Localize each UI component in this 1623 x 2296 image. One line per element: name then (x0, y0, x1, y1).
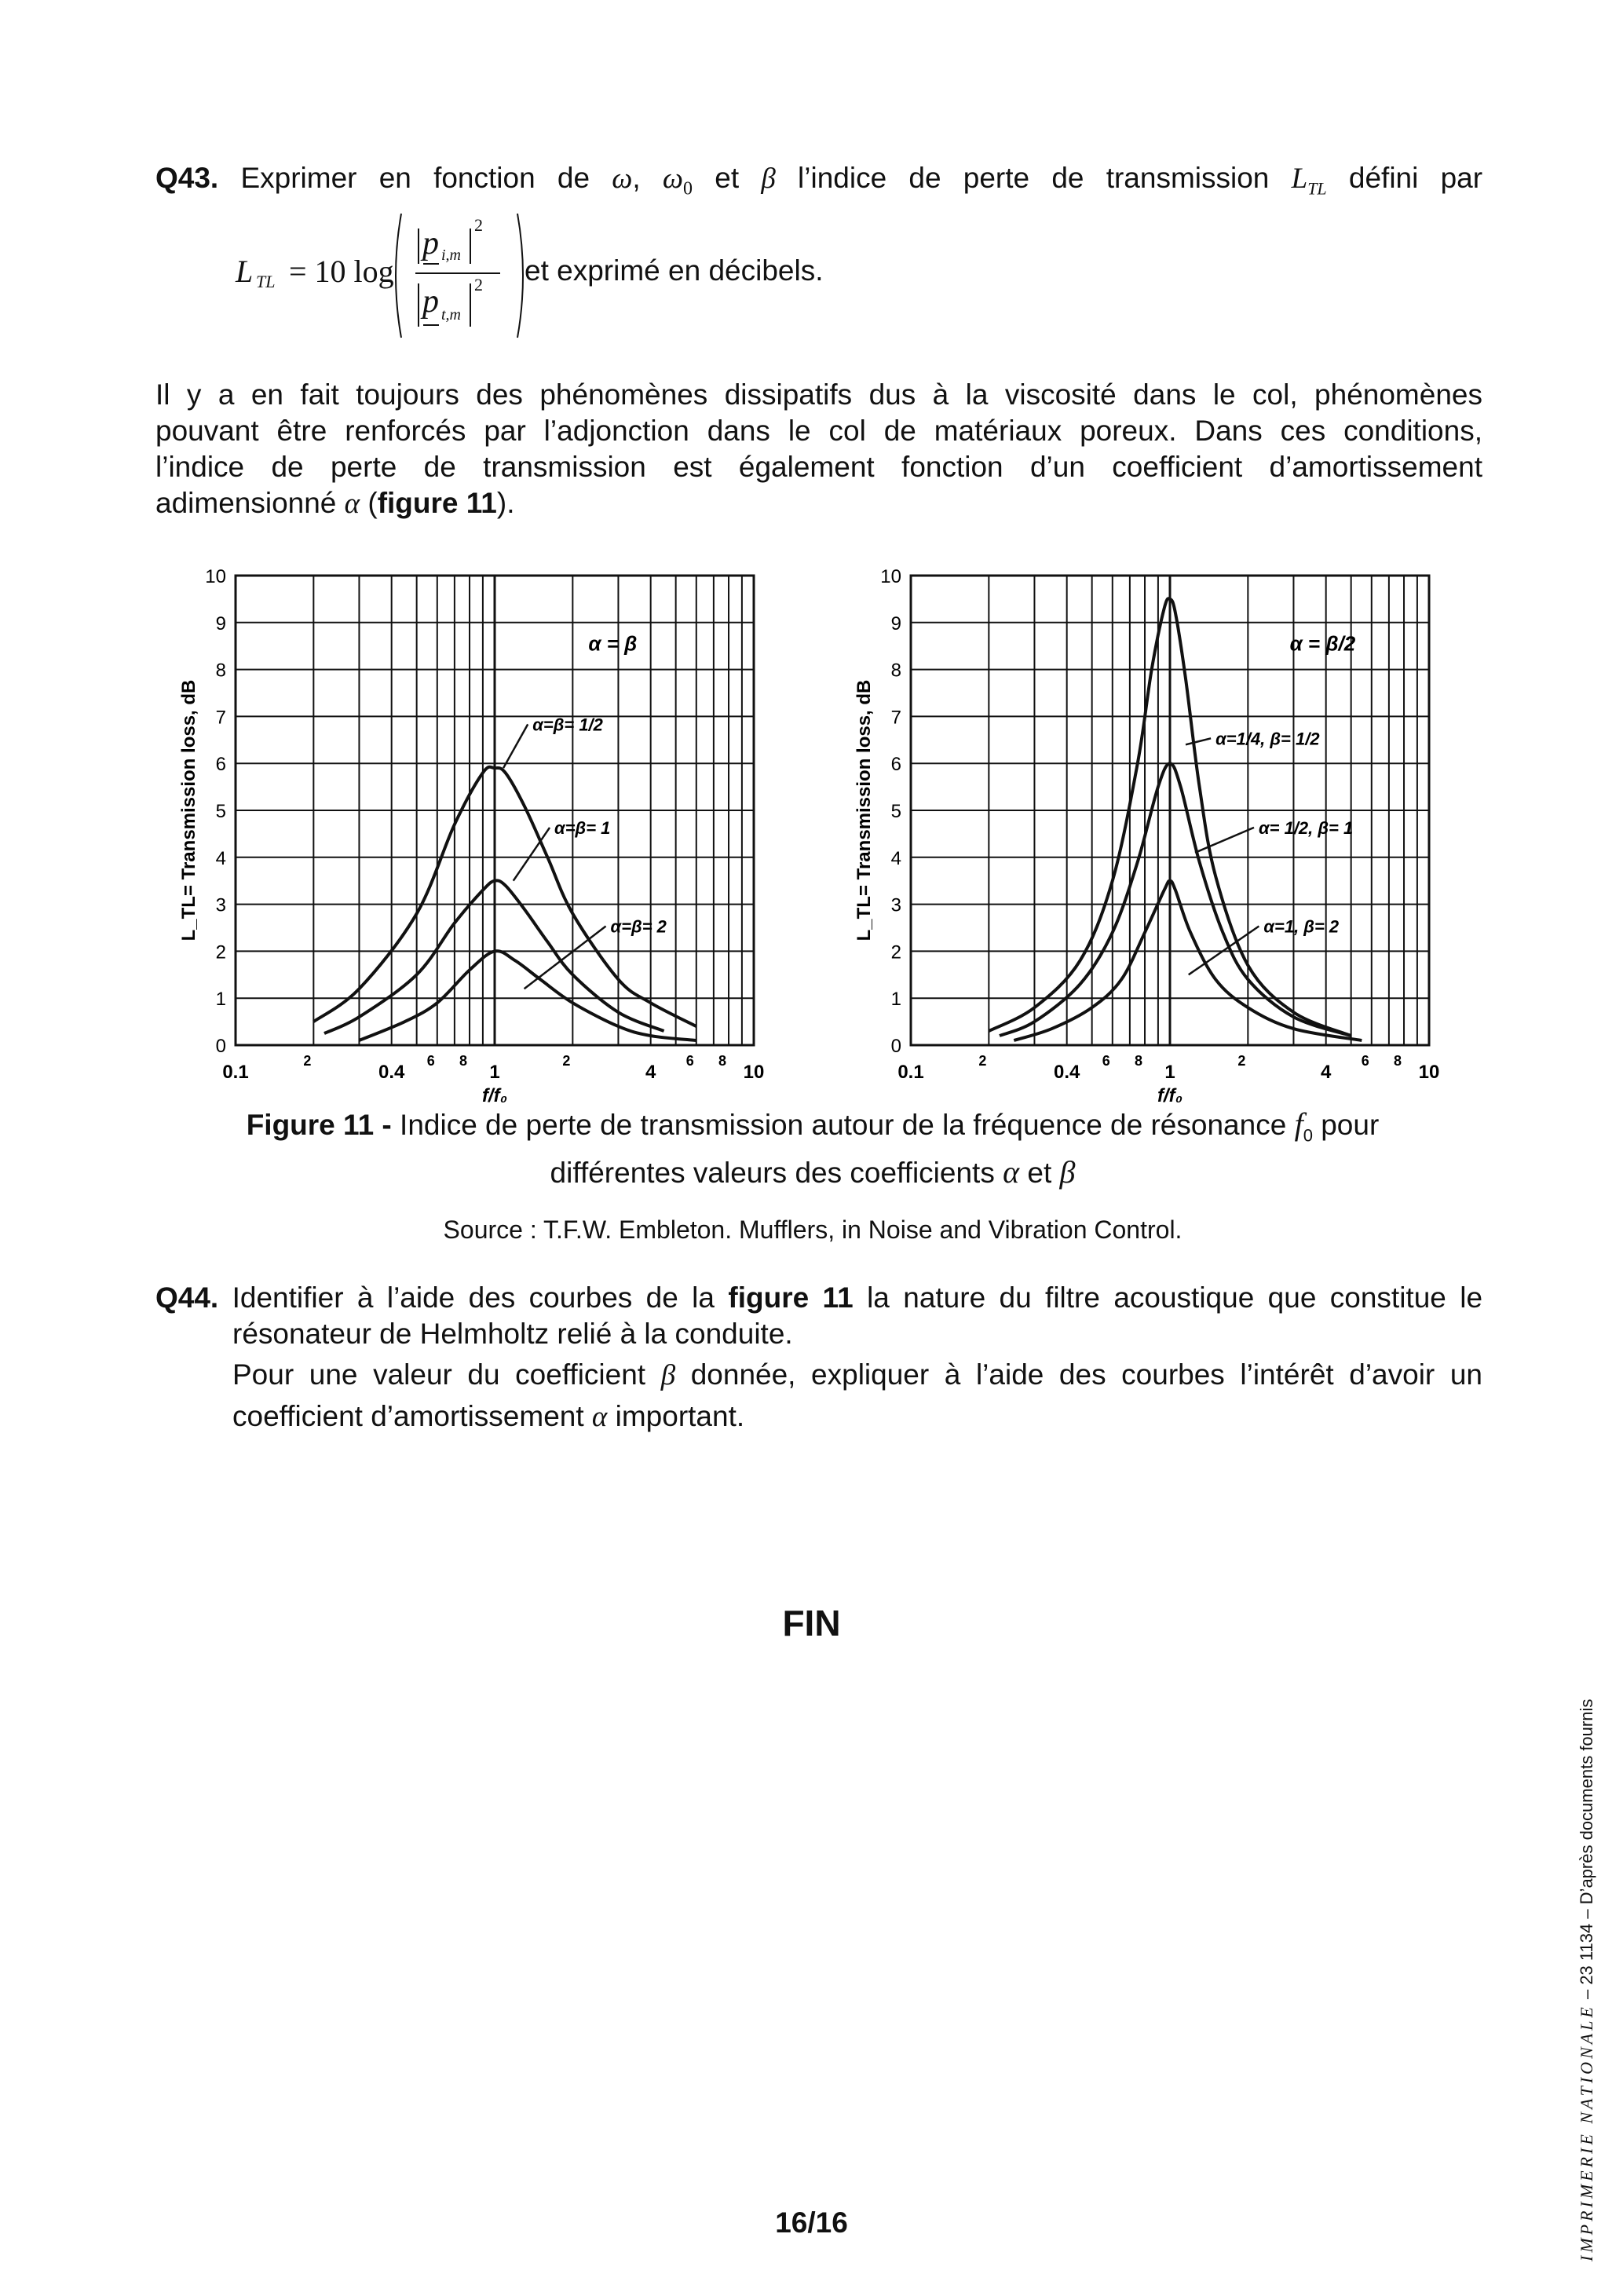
page-number: 16/16 (775, 2206, 848, 2239)
x-tick-label: 6 (685, 1053, 694, 1069)
y-tick-label: 7 (215, 707, 226, 729)
x-tick-label: 0.4 (1053, 1062, 1080, 1083)
y-tick-label: 2 (215, 941, 226, 963)
x-tick-label: 2 (978, 1053, 987, 1069)
x-tick-label: 6 (426, 1053, 435, 1069)
x-tick-label: 4 (1321, 1062, 1332, 1083)
chart-left (173, 561, 817, 1106)
y-tick-label: 3 (215, 894, 226, 916)
x-tick-label: 8 (1135, 1053, 1143, 1069)
y-tick-label: 0 (215, 1036, 226, 1057)
y-tick-label: 4 (215, 847, 226, 869)
q43-label: Q43. (155, 162, 219, 194)
y-tick-label: 6 (890, 754, 901, 776)
figure-caption: Figure 11 - Indice de perte de transmission autour de la fréquence de résonance $f_0$ pour différentes valeurs des coefficients α et β (246, 1106, 1380, 1190)
y-tick-label: 9 (215, 612, 226, 634)
y-tick-label: 9 (890, 612, 901, 634)
y-tick-label: 2 (890, 941, 901, 963)
series-arrow (1186, 738, 1211, 744)
y-tick-label: 0 (890, 1036, 901, 1057)
chart-right (848, 561, 1492, 1106)
y-tick-label: 5 (890, 801, 901, 822)
x-tick-label: 0.4 (378, 1062, 405, 1083)
y-tick-label: 10 (205, 566, 226, 587)
x-tick-label: 8 (459, 1053, 468, 1069)
y-tick-label: 8 (215, 660, 226, 682)
q44-label: Q44. (155, 1281, 219, 1314)
series-arrow (503, 724, 528, 768)
x-tick-label: 2 (1237, 1053, 1246, 1069)
series-arrow (1195, 828, 1254, 853)
y-tick-label: 1 (215, 989, 226, 1011)
series-line (359, 951, 696, 1040)
series-line (313, 767, 696, 1026)
y-axis-label: L_TL= Transmission loss, dB (854, 679, 875, 941)
q44-block: Q44. Identifier à l’aide des courbes de la figure 11 la nature du filtre acoustique que constitue le résonateur de Helmholtz relié à la conduite. Pour une valeur du coefficient β donnée, expliquer à l’aide des courbes l’intérêt d’avoir un coefficient d’amortissement α important. (155, 1281, 1483, 1433)
figure-source: Source : T.F.W. Embleton. Mufflers, in Noise and Vibration Control. (443, 1216, 1183, 1244)
series-arrow (525, 926, 606, 989)
y-axis-label: L_TL= Transmission loss, dB (178, 679, 199, 941)
x-tick-label: 2 (562, 1053, 571, 1069)
x-axis-label: f/f₀ (481, 1085, 508, 1106)
x-tick-label: 2 (303, 1053, 312, 1069)
x-axis-label: f/f₀ (1157, 1085, 1183, 1106)
x-tick-label: 1 (489, 1062, 500, 1083)
ltl-formula: L TL = 10 log p i,m 2 p t,m 2 et exprimé en décibels. (236, 209, 942, 342)
x-tick-label: 0.1 (222, 1062, 249, 1083)
y-tick-label: 3 (890, 894, 901, 916)
x-tick-label: 1 (1164, 1062, 1175, 1083)
series-label: α=β= 1/2 (532, 715, 603, 735)
x-tick-label: 0.1 (897, 1062, 924, 1083)
x-tick-label: 8 (718, 1053, 727, 1069)
legend-header: α = β (588, 631, 638, 656)
y-tick-label: 1 (890, 989, 901, 1011)
y-tick-label: 7 (890, 707, 901, 729)
x-tick-label: 8 (1394, 1053, 1402, 1069)
series-label: α=β= 2 (610, 916, 667, 937)
legend-header: α = β/2 (1289, 631, 1356, 656)
y-tick-label: 4 (890, 847, 901, 869)
x-tick-label: 10 (1418, 1062, 1440, 1083)
series-label: α=1, β= 2 (1263, 916, 1340, 937)
y-tick-label: 5 (215, 801, 226, 822)
side-note: IMPRIMERIE NATIONALE – 23 1134 – D’après documents fournis (1577, 1698, 1596, 2261)
x-tick-label: 10 (743, 1062, 765, 1083)
intro-paragraph: Il y a en fait toujours des phénomènes dissipatifs dus à la viscosité dans le col, phénomènes pouvant être renforcés par l’adjonction dans le col de matériaux poreux. Dans ces conditions, l’indice de perte de transmission est également fonction d’un coefficient d’amortissement adimensionné α (figure 11). (155, 378, 1482, 520)
q43-line1: Q43. Exprimer en fonction de ω, $\omega_0$ et β l’indice de perte de transmission $L_{TL}$ défini par (155, 162, 1483, 199)
y-tick-label: 8 (890, 660, 901, 682)
y-tick-label: 10 (880, 566, 901, 587)
x-tick-label: 6 (1361, 1053, 1369, 1069)
series-label: α=β= 1 (554, 817, 611, 838)
fin-label: FIN (782, 1603, 841, 1643)
y-tick-label: 6 (215, 754, 226, 776)
x-tick-label: 4 (645, 1062, 656, 1083)
series-label: α=1/4, β= 1/2 (1215, 729, 1320, 749)
x-tick-label: 6 (1102, 1053, 1110, 1069)
series-arrow (514, 828, 550, 881)
series-label: α= 1/2, β= 1 (1258, 817, 1354, 838)
